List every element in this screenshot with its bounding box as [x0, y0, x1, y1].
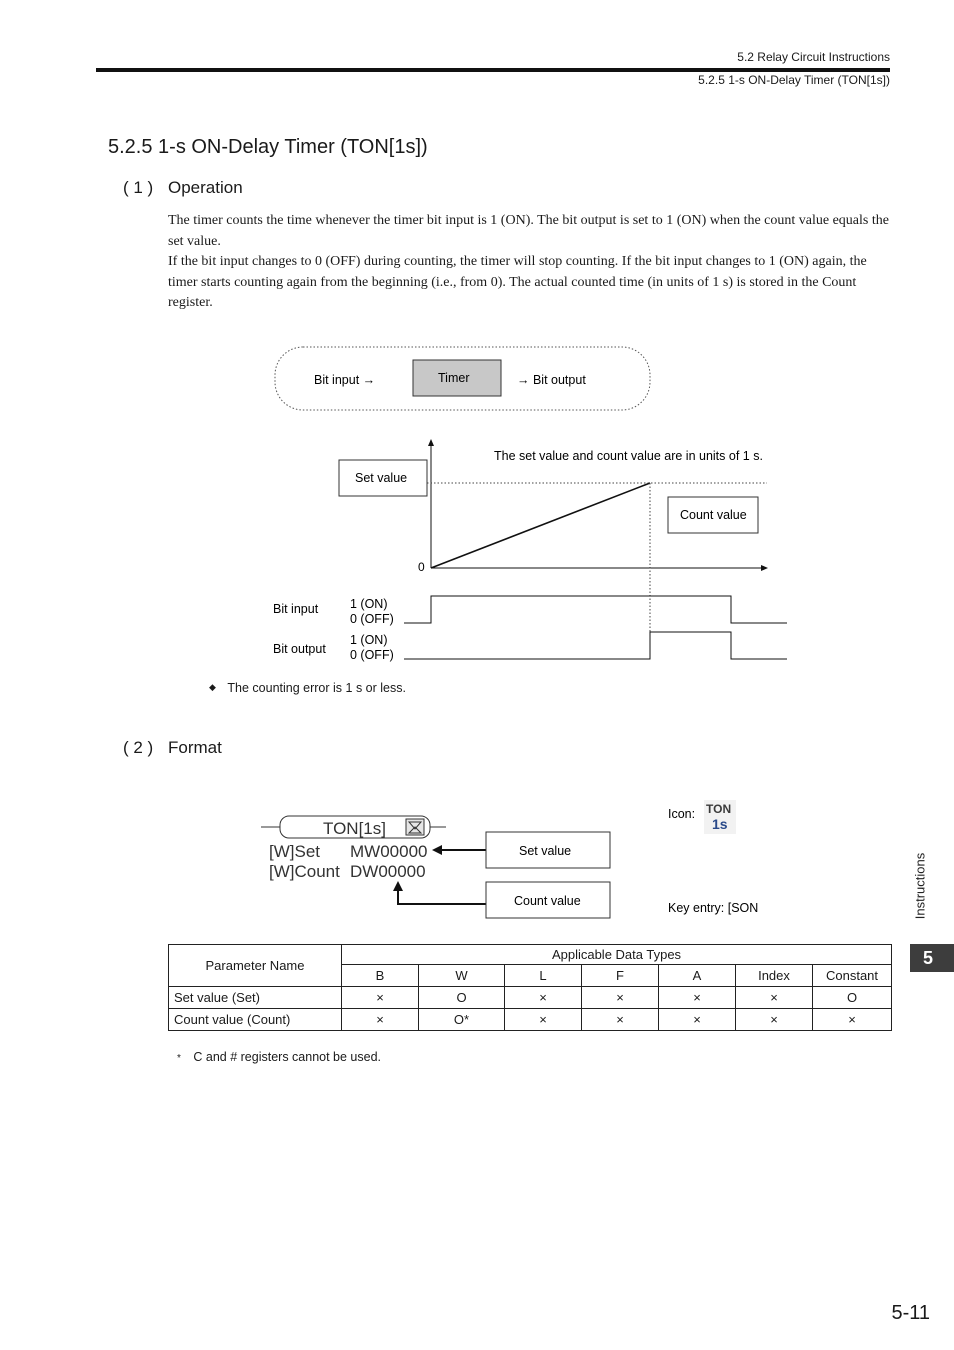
table-cell: ×	[736, 1009, 813, 1031]
set-value-callout-label: Set value	[355, 471, 408, 485]
format-title: Format	[168, 738, 222, 757]
table-cell: ×	[342, 1009, 419, 1031]
key-entry: Key entry: [SON	[668, 901, 759, 915]
chapter-side-label: Instructions	[912, 852, 928, 920]
header-subsection: 5.2.5 1-s ON-Delay Timer (TON[1s])	[698, 73, 890, 87]
units-note: The set value and count value are in units of 1 s.	[494, 449, 763, 463]
table-cell: ×	[582, 1009, 659, 1031]
chapter-tab	[910, 944, 954, 972]
counting-error-note: ◆ The counting error is 1 s or less.	[209, 681, 406, 695]
format-number: ( 2 )	[123, 738, 154, 757]
table-footnote	[177, 1050, 381, 1064]
bullet-icon: ◆	[209, 682, 216, 692]
format-set-callout-label: Set value	[519, 844, 572, 858]
origin-label: 0	[418, 560, 425, 574]
timer-box-label: Timer	[438, 371, 470, 385]
table-cell: O*	[419, 1009, 505, 1031]
bit-input-on-label: 1 (ON)	[350, 597, 388, 611]
table-cell: ×	[736, 987, 813, 1009]
icon-label: Icon:	[668, 807, 696, 821]
table-cell: ×	[659, 987, 736, 1009]
bit-output-off-label: 0 (OFF)	[350, 648, 394, 662]
count-value-callout-label: Count value	[680, 508, 747, 522]
row-name: Count value (Count)	[169, 1009, 342, 1031]
type-header-b: B	[342, 965, 419, 987]
row-name: Set value (Set)	[169, 987, 342, 1009]
type-header-a: A	[659, 965, 736, 987]
table-row	[169, 987, 892, 1009]
type-header-w: W	[419, 965, 505, 987]
section-title: 5.2.5 1-s ON-Delay Timer (TON[1s])	[108, 136, 428, 158]
type-header-f: F	[582, 965, 659, 987]
bit-output-label: Bit output	[273, 642, 326, 656]
bit-output-on-label: 1 (ON)	[350, 633, 388, 647]
operation-paragraph-1: The timer counts the time whenever the timer bit input is 1 (ON). The bit output is set to 1 (ON) when the count value equals the set value.	[168, 213, 889, 249]
set-value-arrowhead	[432, 845, 442, 855]
ladder-set-register: MW00000	[350, 842, 428, 861]
ton-1s-icon-top: TON	[706, 802, 732, 816]
ladder-instruction-name: TON[1s]	[323, 819, 386, 838]
count-value-arrow	[398, 890, 486, 904]
parameter-table	[168, 944, 892, 1031]
header-section: 5.2 Relay Circuit Instructions	[737, 50, 890, 64]
table-cell: ×	[505, 987, 582, 1009]
type-header-constant: Constant	[813, 965, 892, 987]
bit-input-off-label: 0 (OFF)	[350, 612, 394, 626]
chapter-number: 5	[923, 948, 934, 968]
table-cell: ×	[505, 1009, 582, 1031]
ladder-count-param: [W]Count	[269, 862, 340, 881]
ladder-set-param: [W]Set	[269, 842, 321, 861]
data-types-header: Applicable Data Types	[342, 945, 892, 965]
operation-number: ( 1 )	[123, 178, 154, 197]
page-number: 5-11	[891, 1302, 930, 1324]
block-input-label: Bit input →	[314, 373, 376, 387]
ladder-count-register: DW00000	[350, 862, 426, 881]
table-cell: ×	[813, 1009, 892, 1031]
table-cell: O	[813, 987, 892, 1009]
bit-input-label: Bit input	[273, 602, 319, 616]
operation-paragraph-2: If the bit input changes to 0 (OFF) during counting, the timer will stop counting. If the bit input changes to 1 (ON) again, the timer starts counting again from the beginning (i.e., from 0). The actual counted time (in units of 1 s) is stored in the Count register.	[168, 254, 867, 310]
param-name-header: Parameter Name	[169, 945, 342, 987]
format-count-callout-label: Count value	[514, 894, 581, 908]
table-cell: O	[419, 987, 505, 1009]
ton-1s-icon-bottom: 1s	[712, 816, 728, 832]
type-header-index: Index	[736, 965, 813, 987]
table-row	[169, 1009, 892, 1031]
table-cell: ×	[342, 987, 419, 1009]
block-output-label: → Bit output	[517, 373, 586, 387]
footnote-text: C and # registers cannot be used.	[193, 1050, 382, 1064]
table-cell: ×	[659, 1009, 736, 1031]
footnote-mark: *	[177, 1053, 181, 1064]
operation-title: Operation	[168, 178, 243, 197]
table-cell: ×	[582, 987, 659, 1009]
type-header-l: L	[505, 965, 582, 987]
count-value-arrowhead	[393, 881, 403, 891]
